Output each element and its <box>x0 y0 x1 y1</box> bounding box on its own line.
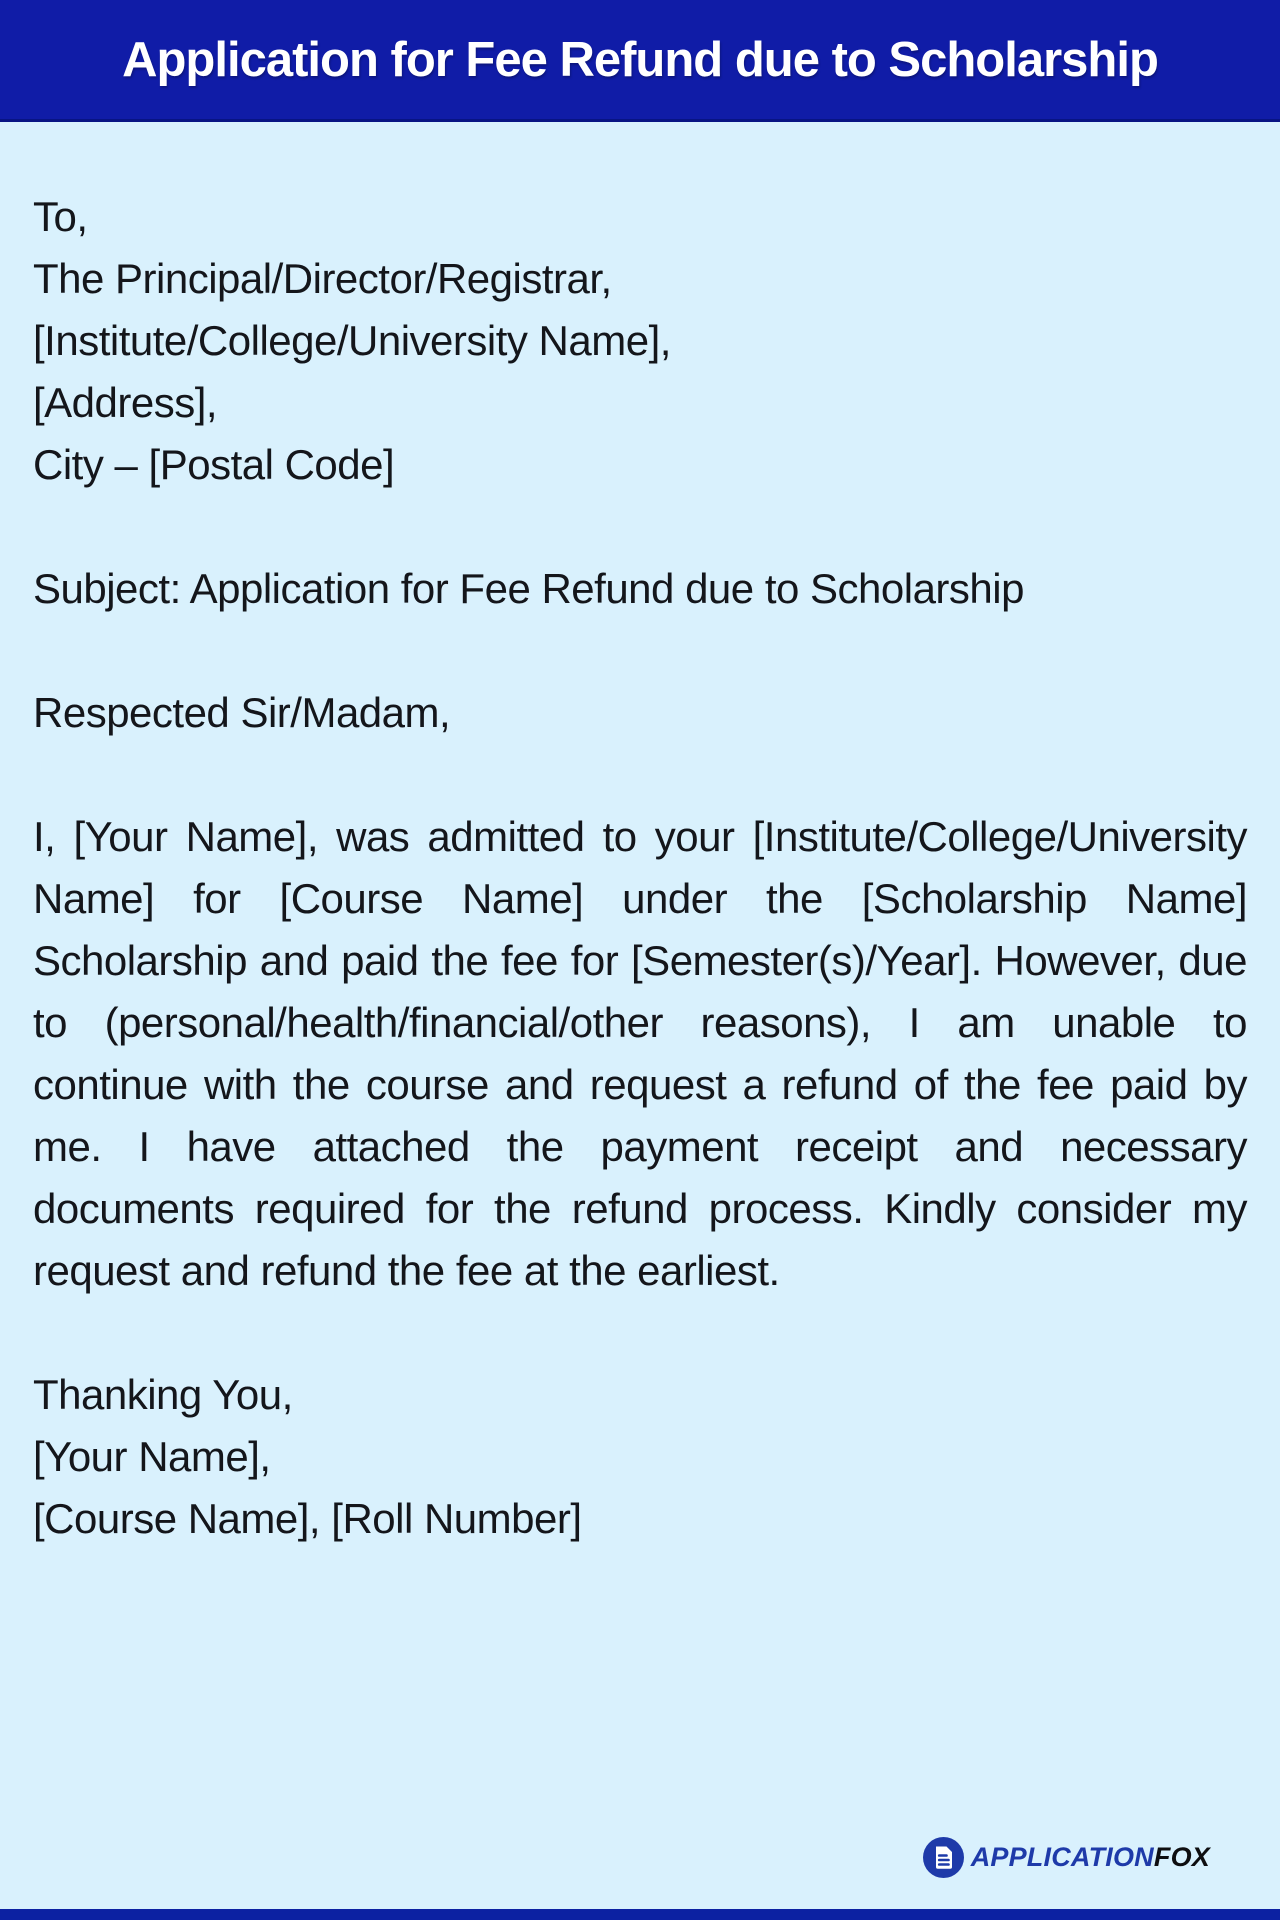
footer-accent-bar <box>0 1909 1280 1920</box>
address-line: [Institute/College/University Name], <box>33 317 671 364</box>
closing-line: Thanking You, <box>33 1371 293 1418</box>
page-title: Application for Fee Refund due to Scholarship <box>122 32 1158 87</box>
subject-line: Subject: Application for Fee Refund due to Scholarship <box>33 565 1024 612</box>
address-line: City – [Postal Code] <box>33 441 395 488</box>
closing-line: [Course Name], [Roll Number] <box>33 1495 582 1542</box>
brand-name <box>971 1842 1210 1873</box>
address-line: [Address], <box>33 379 218 426</box>
letter-paragraph: I, [Your Name], was admitted to your [Institute/College/University Name] for [Course Name] under the [Scholarship Name] Scholarship and paid the fee for [Semester(s)/Year]. However, due to (personal/health/financial/other reasons), I am unable to continue with the course and request a refund of the fee paid by me. I have attached the payment receipt and necessary documents required for the refund process. Kindly consider my request and refund the fee at the earliest. <box>33 813 1247 1294</box>
brand-name-fox: FOX <box>1153 1842 1210 1872</box>
recipient-address-block <box>33 186 1247 496</box>
document-icon <box>923 1837 964 1878</box>
salutation: Respected Sir/Madam, <box>33 689 451 736</box>
title-bar <box>0 0 1280 122</box>
address-line: The Principal/Director/Registrar, <box>33 255 612 302</box>
address-line: To, <box>33 193 88 240</box>
applicationfox-logo <box>923 1837 1210 1878</box>
closing-line: [Your Name], <box>33 1433 271 1480</box>
brand-name-application: APPLICATION <box>970 1842 1154 1872</box>
letter-body <box>0 122 1280 1550</box>
closing-block <box>33 1364 1247 1550</box>
